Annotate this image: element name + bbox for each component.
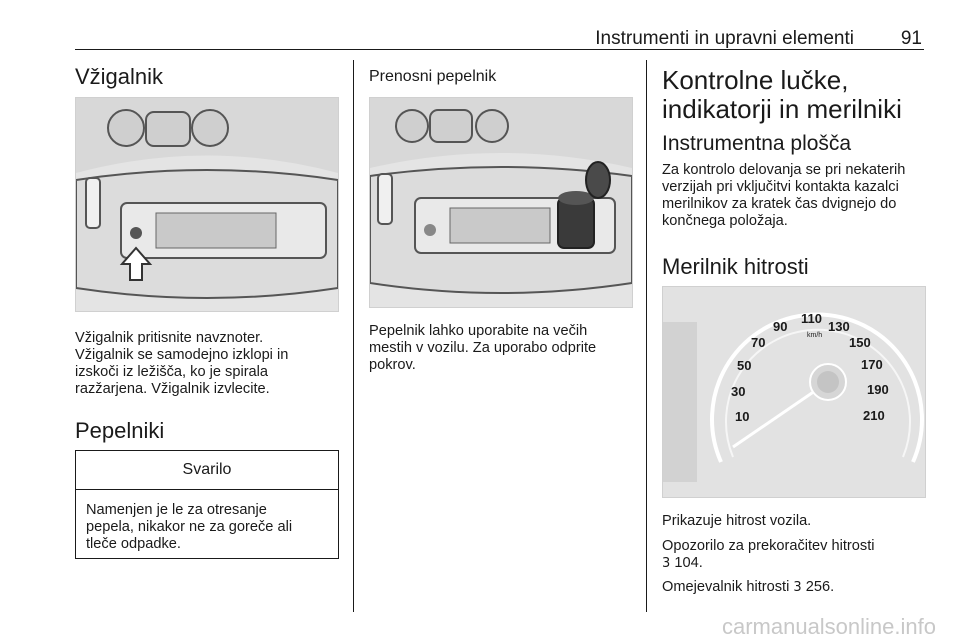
reference-arrow-icon: 3 [662,556,671,571]
tick-label: 70 [751,335,766,350]
text-line: končnega položaja. [662,213,788,229]
text-line: verzijah pri vključitvi kontakta kazalci [662,179,899,195]
header-rule [75,49,924,50]
speedometer-caption: Prikazuje hitrost vozila. [662,513,812,529]
text-line: mestih v vozilu. Za uporabo odprite [369,340,597,356]
title-line: indikatorji in merilniki [662,94,902,124]
text-line: Omejevalnik hitrosti [662,579,790,595]
column-divider [353,60,354,612]
tick-label: 30 [731,384,746,399]
reference-arrow-icon: 3 [793,580,802,595]
portable-ashtray-illustration-icon [370,98,632,307]
text-line: pepela, nikakor ne za goreče ali [86,519,293,535]
page-reference[interactable]: 256. [805,579,835,595]
tick-label: 110 [801,311,822,326]
instrument-panel-heading: Instrumentna plošča [662,132,852,155]
tick-label: 10 [735,409,750,424]
text-line: pokrov. [369,357,416,373]
tick-label: 50 [737,358,752,373]
tick-label: 190 [867,382,889,397]
text-line: Vžigalnik se samodejno izklopi in [75,347,289,363]
header-title: Instrumenti in upravni elementi [595,28,854,49]
portable-ashtray-text [369,323,639,374]
speed-limiter-text [662,579,834,596]
text-line: Pepelnik lahko uporabite na večih [369,323,588,339]
warning-title: Svarilo [76,451,338,490]
tick-label: 170 [861,357,883,372]
speed-warning-text [662,538,942,572]
title-line: Kontrolne lučke, [662,65,849,95]
page-number: 91 [900,28,922,49]
column-divider [646,60,647,612]
chapter-title [662,66,902,124]
dashboard-lighter-illustration-icon [76,98,338,311]
text-line: izskoči iz ležišča, ko je spirala [75,364,269,380]
text-line: Vžigalnik pritisnite navznoter. [75,330,264,346]
tick-label: 210 [863,408,885,423]
page-header [75,24,924,50]
speedometer-icon [663,287,925,497]
text-line: merilnikov za kratek čas dvignejo do [662,196,897,212]
unit-label: km/h [807,332,823,339]
warning-body [76,490,338,553]
text-line: tleče odpadke. [86,536,181,552]
watermark: carmanualsonline.info [721,614,936,639]
lighter-figure [75,97,339,312]
instrument-panel-text [662,162,960,230]
text-line: razžarjena. Vžigalnik izvlecite. [75,381,270,397]
tick-label: 90 [773,319,788,334]
ashtray-figure [369,97,633,308]
tick-label: 150 [849,335,871,350]
text-line: Opozorilo za prekoračitev hitrosti [662,538,875,554]
text-line: Namenjen je le za otresanje [86,502,267,518]
reference-line [662,555,942,572]
speedometer-figure [662,286,926,498]
page-reference[interactable]: 104. [674,555,703,571]
warning-box [75,450,339,559]
speedometer-heading: Merilnik hitrosti [662,254,809,279]
ashtrays-heading: Pepelniki [75,418,165,443]
portable-ashtray-heading: Prenosni pepelnik [369,68,497,85]
tick-label: 130 [828,319,850,334]
text-line: Za kontrolo delovanja se pri nekaterih [662,162,906,178]
lighter-heading: Vžigalnik [75,64,164,89]
lighter-text [75,330,345,398]
